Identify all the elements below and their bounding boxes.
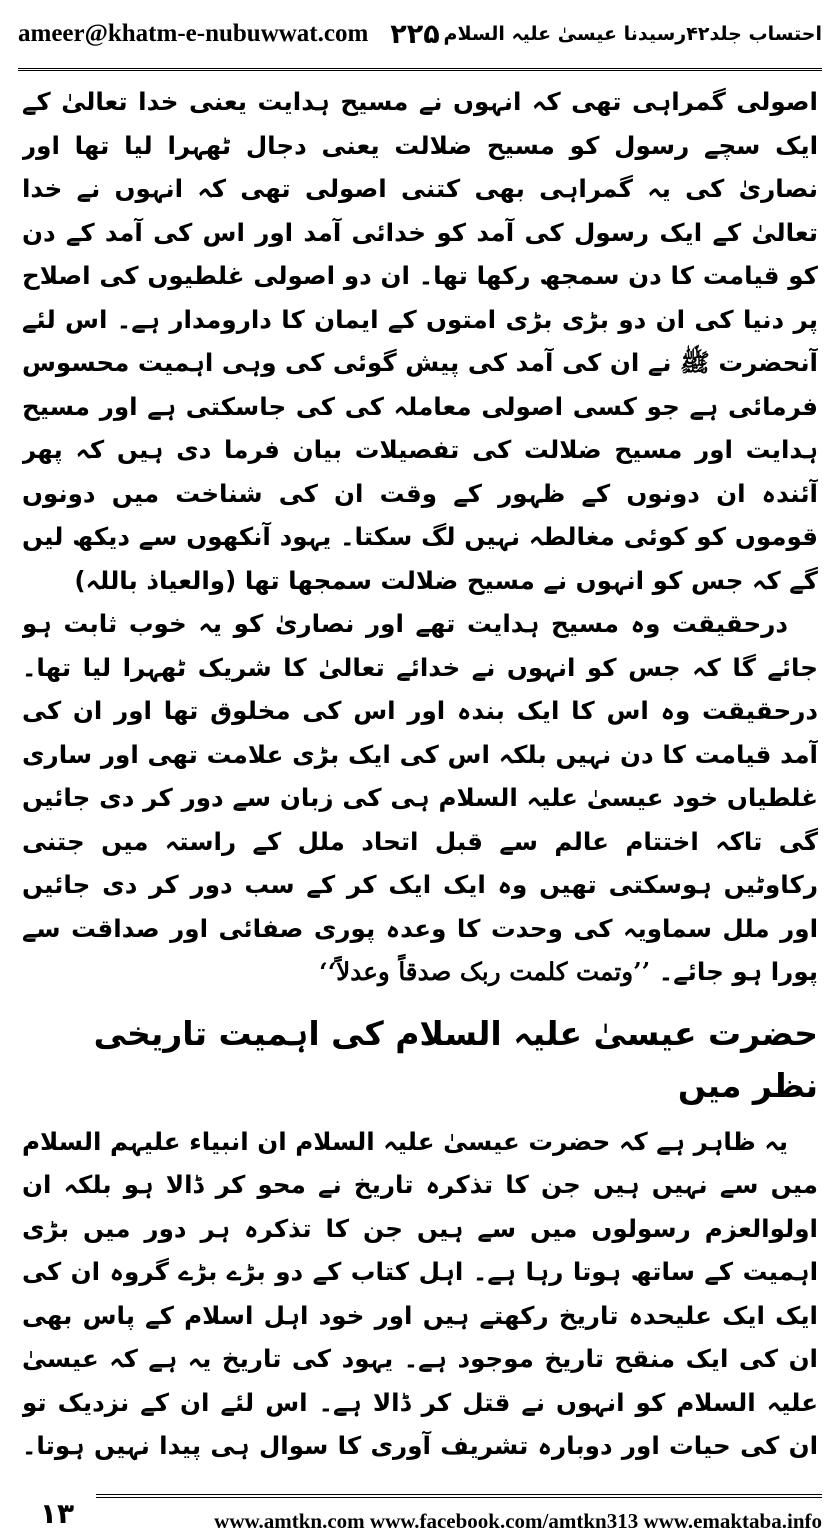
header-left [18,19,440,50]
running-head: احتساب جلد۴۲رسیدنا عیسیٰ علیہ السلام [443,23,822,45]
page-body [22,80,818,1470]
page-number: ۲۲۵ [390,18,440,50]
footer-rule [96,1494,822,1498]
footer-links[interactable]: www.amtkn.com www.facebook.com/amtkn313 www.emaktaba.info [214,1509,822,1533]
footer-bar [96,1488,822,1534]
section-heading: حضرت عیسیٰ علیہ السلام کی اہمیت تاریخی نظر میں [93,1013,818,1105]
paragraph-2 [22,602,818,994]
paragraph-2-text: درحقیقت وہ مسیح ہدایت تھے اور نصاریٰ کو یہ خوب ثابت ہو جائے گا کہ جس کو انہوں نے خدائے تعالیٰ کا شریک ٹھہرا لیا تھا۔ درحقیقت وہ اس کا ایک بندہ اور اس کی مخلوق تھا اور ان کی آمد قیامت کا دن نہیں بلکہ اس کی ایک بڑی علامت تھی اور ساری غلطیاں خود عیسیٰ علیہ السلام ہی کی زبان سے دور کر دی جائیں گی تاکہ اختتام عالم سے قبل اتحاد ملل کے راستہ میں جتنی رکاوٹیں ہوسکتی تھیں وہ ایک ایک کر کے سب دور کر دی جائیں اور ملل سماویہ کی وحدت کا وعدہ پوری صفائی اور صداقت سے پورا ہو جائے۔ [22,609,818,986]
email-address: ameer@khatm-e-nubuwwat.com [18,20,369,47]
page-header [18,0,822,71]
sheet-number: ۱۳ [39,1497,75,1530]
section-paragraph: یہ ظاہر ہے کہ حضرت عیسیٰ علیہ السلام ان انبیاء علیہم السلام میں سے نہیں ہیں جن کا تذکرہ تاریخ نے محو کر ڈالا ہو بلکہ ان اولوالعزم رسولوں میں سے ہیں جن کا تذکرہ ہر دور میں بڑی اہمیت کے ساتھ ہوتا رہا ہے۔ اہل کتاب کے دو بڑے بڑے گروہ ان کی ایک ایک علیحدہ تاریخ رکھتے ہیں اور خود اہل اسلام کے پاس بھی ان کی ایک منقح تاریخ موجود ہے۔ یہود کی تاریخ یہ ہے کہ عیسیٰ علیہ السلام کو انہوں نے قتل کر ڈالا ہے۔ اس لئے ان کے نزدیک تو ان کی حیات اور دوبارہ تشریف آوری کا سوال ہی پیدا نہیں ہوتا۔ [22,1126,818,1460]
page-footer [18,1484,822,1534]
quran-quote: ’’وتمت کلمت ربک صدقاً وعدلاً‘‘ [319,957,651,986]
paragraph-1: اصولی گمراہی تھی کہ انہوں نے مسیح ہدایت یعنی خدا تعالیٰ کے ایک سچے رسول کو مسیح ضلالت یعنی دجال ٹھہرا لیا تھا اور نصاریٰ کی یہ گمراہی بھی کتنی اصولی تھی کہ انہوں نے خدا تعالیٰ کے ایک رسول کی آمد کو خدائی آمد اور اس کی آمد کے دن کو قیامت کا دن سمجھ رکھا تھا۔ ان دو اصولی غلطیوں کی اصلاح پر دنیا کی ان دو بڑی بڑی امتوں کے ایمان کا دارومدار ہے۔ اس لئے آنحضرت ﷺ نے ان کی آمد کی پیش گوئی کی وہی اہمیت محسوس فرمائی ہے جو کسی اصولی معاملہ کی کی جاسکتی ہے اور مسیح ہدایت اور مسیح ضلالت کی تفصیلات بیان فرما دی ہیں کہ پھر آئندہ ان دونوں کے ظہور کے وقت ان کی شناخت میں دونوں قوموں کو کوئی مغالطہ نہیں لگ سکتا۔ یہود آنکھوں سے دیکھ لیں گے کہ جس کو انہوں نے مسیح ضلالت سمجھا تھا (والعیاذ باللہ) [22,87,818,595]
